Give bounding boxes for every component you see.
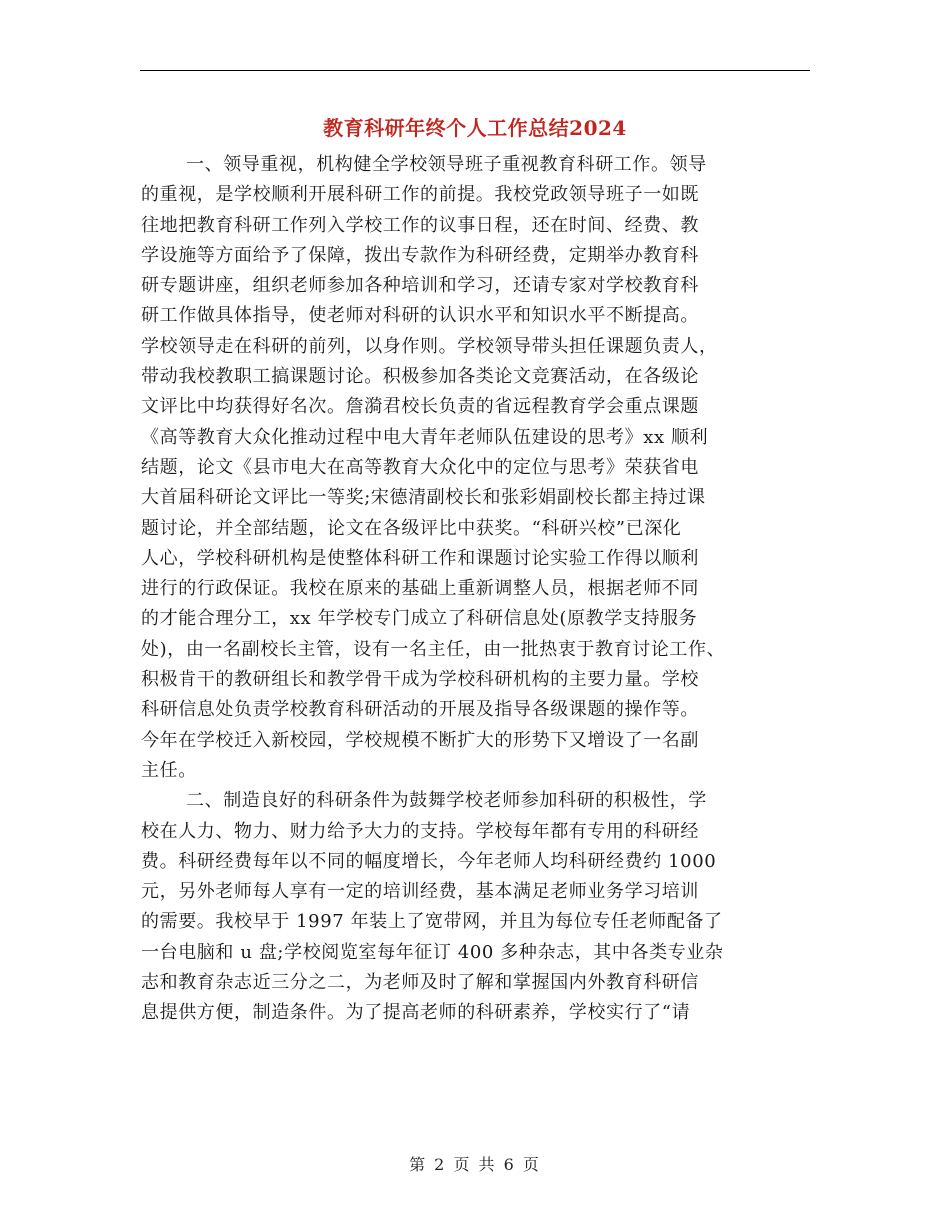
text-line: 学设施等方面给予了保障，拨出专款作为科研经费，定期举办教育科	[141, 244, 699, 266]
paragraph-first-line: 二、制造良好的科研条件为鼓舞学校老师参加科研的积极性，学	[186, 790, 707, 812]
text-line: 人心，学校科研机构是使整体科研工作和课题讨论实验工作得以顺利	[141, 547, 699, 569]
text-line: 结题，论文《县市电大在高等教育大众化中的定位与思考》荣获省电	[141, 456, 699, 478]
document-body	[141, 150, 811, 1029]
text-line: 一台电脑和 u 盘;学校阅览室每年征订 400 多种杂志，其中各类专业杂	[141, 941, 724, 963]
text-line: 的需要。我校早于 1997 年装上了宽带网，并且为每位专任老师配备了	[141, 911, 723, 933]
document-title: 教育科研年终个人工作总结2024	[323, 116, 627, 140]
header-rule	[140, 70, 810, 71]
text-line: 的才能合理分工，xx 年学校专门成立了科研信息处(原教学支持服务	[141, 608, 698, 630]
text-line: 学校领导走在科研的前列，以身作则。学校领导带头担任课题负责人，	[141, 335, 718, 357]
text-line: 今年在学校迁入新校园，学校规模不断扩大的形势下又增设了一名副	[141, 729, 699, 751]
text-line: 往地把教育科研工作列入学校工作的议事日程，还在时间、经费、教	[141, 214, 699, 236]
text-line: 息提供方便，制造条件。为了提高老师的科研素养，学校实行了“请	[141, 1002, 691, 1024]
page-footer: 第 2 页 共 6 页	[409, 1155, 541, 1174]
text-line: 主任。	[141, 759, 197, 781]
text-line: 研专题讲座，组织老师参加各种培训和学习，还请专家对学校教育科	[141, 275, 699, 297]
text-line: 《高等教育大众化推动过程中电大青年老师队伍建设的思考》xx 顺利	[141, 426, 709, 448]
text-line: 的重视，是学校顺利开展科研工作的前提。我校党政领导班子一如既	[141, 184, 699, 206]
text-line: 大首届科研论文评比一等奖;宋德清副校长和张彩娟副校长都主持过课	[141, 487, 706, 509]
text-line: 文评比中均获得好名次。詹漪君校长负责的省远程教育学会重点课题	[141, 396, 699, 418]
paragraph-first-line: 一、领导重视，机构健全学校领导班子重视教育科研工作。领导	[186, 154, 707, 175]
text-line: 处)，由一名副校长主管，设有一名主任，由一批热衷于教育讨论工作、	[141, 638, 726, 660]
text-line: 带动我校教职工搞课题讨论。积极参加各类论文竞赛活动，在各级论	[141, 366, 699, 388]
text-line: 进行的行政保证。我校在原来的基础上重新调整人员，根据老师不同	[141, 578, 699, 600]
text-line: 科研信息处负责学校教育科研活动的开展及指导各级课题的操作等。	[141, 699, 699, 721]
text-line: 元，另外老师每人享有一定的培训经费，基本满足老师业务学习培训	[141, 881, 699, 903]
text-line: 研工作做具体指导，使老师对科研的认识水平和知识水平不断提高。	[141, 305, 699, 327]
text-line: 积极肯干的教研组长和教学骨干成为学校科研机构的主要力量。学校	[141, 669, 699, 691]
text-line: 志和教育杂志近三分之二，为老师及时了解和掌握国内外教育科研信	[141, 972, 699, 994]
text-line: 题讨论，并全部结题，论文在各级评比中获奖。“科研兴校”已深化	[141, 517, 682, 539]
text-line: 费。科研经费每年以不同的幅度增长，今年老师人均科研经费约 1000	[141, 850, 717, 872]
text-line: 校在人力、物力、财力给予大力的支持。学校每年都有专用的科研经	[141, 820, 699, 842]
